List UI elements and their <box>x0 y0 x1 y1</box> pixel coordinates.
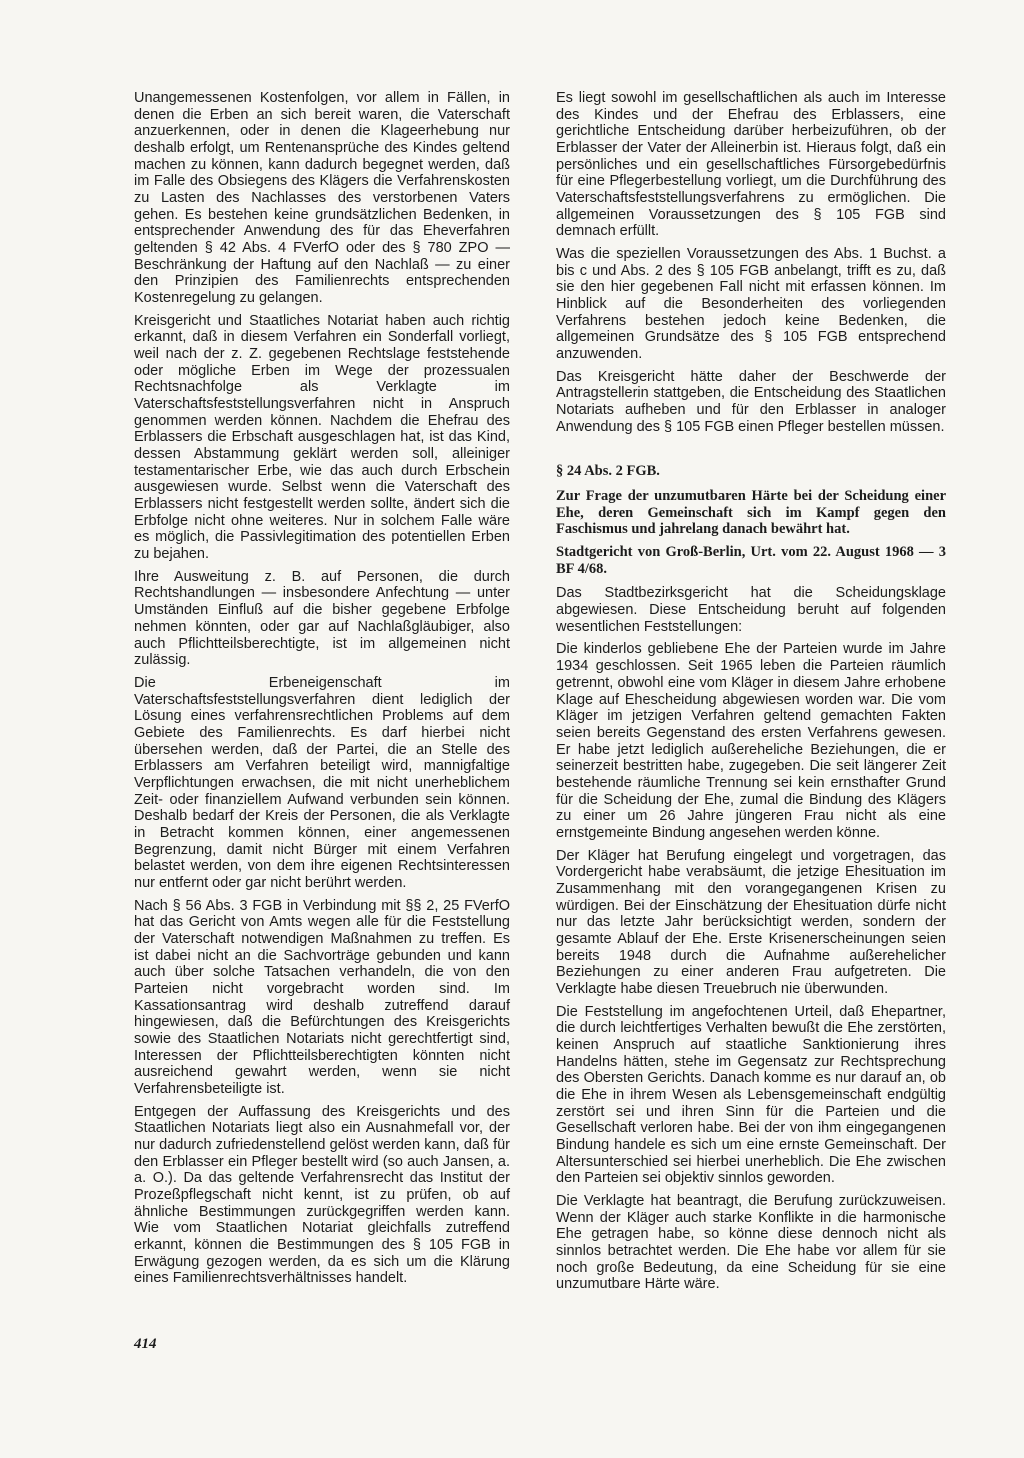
section-spacer <box>556 441 946 463</box>
section-title: Zur Frage der unzumutbaren Härte bei der Scheidung einer Ehe, deren Gemeinschaft sich im Kampf gegen den Faschismus und jahrelang danach bewährt hat. <box>556 488 946 538</box>
paragraph: Nach § 56 Abs. 3 FGB in Verbindung mit §§ 2, 25 FVerfO hat das Gericht von Amts wegen alle für die Feststellung der Vaterschaft notwendigen Maßnahmen zu treffen. Es ist dabei nicht an die Sachvorträge gebunden und kann auch über solche Tatsachen verhandeln, die von den Parteien nicht vorgebracht worden sind. Im Kassationsantrag wird deshalb zutreffend darauf hingewiesen, daß die Befürchtungen des Kreisgerichts sowie des Staatlichen Notariats nicht gerechtfertigt sind, Interessen der Pflichtteilsberechtigten könnten nicht ausreichend gewahrt werden, wenn sie nicht Verfahrensbeteiligte ist. <box>134 897 510 1097</box>
paragraph: Die Erbeneigenschaft im Vaterschaftsfeststellungsverfahren dient lediglich der Lösung eines verfahrensrechtlichen Problems auf dem Gebiete des Familienrechts. Es darf hierbei nicht übersehen werden, daß der Partei, die an Stelle des Erblassers am Verfahren beteiligt wird, mannigfaltige Verpflichtungen erwachsen, die mit nicht unerheblichem Zeit- oder finanziellem Aufwand verbunden sein können. Deshalb bedarf der Kreis der Personen, die als Verklagte in Betracht kommen können, einer angemessenen Begrenzung, damit nicht Bürger mit einem Verfahren belastet werden, von dem ihre eigenen Rechtsinteressen nur entfernt oder gar nicht berührt werden. <box>134 674 510 891</box>
right-column <box>556 90 946 1299</box>
paragraph: Es liegt sowohl im gesellschaftlichen als auch im Interesse des Kindes und der Ehefrau des Erblassers, eine gerichtliche Entscheidung darüber herbeizuführen, ob der Erblasser der Vater der Alleinerbin ist. Hieraus folgt, daß ein persönliches und ein gesellschaftliches Fürsorgebedürfnis für eine Pflegerbestellung vorliegt, um die Durchführung des Vaterschaftsfeststellungsverfahrens zu ermöglichen. Die allgemeinen Voraussetzungen des § 105 FGB sind demnach erfüllt. <box>556 90 946 240</box>
page-number: 414 <box>134 1336 157 1352</box>
paragraph: Was die speziellen Voraussetzungen des Abs. 1 Buchst. a bis c und Abs. 2 des § 105 FGB anbelangt, trifft es zu, daß sie den hier gegebenen Fall nicht mit erfassen können. Im Hinblick auf die Besonderheiten des vorliegenden Verfahrens bestehen jedoch keine Bedenken, die allgemeinen Grundsätze des § 105 FGB entsprechend anzuwenden. <box>556 246 946 363</box>
paragraph: Entgegen der Auffassung des Kreisgerichts und des Staatlichen Notariats liegt also ein Ausnahmefall vor, der nur dadurch zufriedenstellend gelöst werden kann, daß für den Erblasser ein Pfleger bestellt wird (so auch Jansen, a. a. O.). Da das geltende Verfahrensrecht das Institut der Prozeßpflegschaft nicht kennt, ist zu prüfen, ob auf ähnliche Bestimmungen zurückgegriffen werden kann. Wie vom Staatlichen Notariat gleichfalls zutreffend erkannt, können die Bestimmungen des § 105 FGB in Erwägung gezogen werden, da es sich um die Klärung eines Familienrechtsverhältnisses handelt. <box>134 1103 510 1287</box>
court-line: Stadtgericht von Groß-Berlin, Urt. vom 22. August 1968 — 3 BF 4/68. <box>556 544 946 577</box>
paragraph: Die kinderlos gebliebene Ehe der Parteien wurde im Jahre 1934 geschlossen. Seit 1965 leben die Parteien räumlich getrennt, obwohl eine vom Kläger in diesem Jahre erhobene Klage auf Ehescheidung abgewiesen worden war. Die vom Kläger im jetzigen Verfahren geltend gemachten Fakten seien bereits Gegenstand des ersten Verfahrens gewesen. Er habe jetzt lediglich außereheliche Beziehungen, die er seinerzeit bestritten habe, zugegeben. Die seit längerer Zeit bestehende räumliche Trennung sei kein ernsthafter Grund für die Scheidung der Ehe, zumal die Bindung des Klägers zu einer um 26 Jahre jüngeren Frau nicht als eine ernstgemeinte Bindung angesehen werden könne. <box>556 641 946 841</box>
left-column <box>134 90 510 1293</box>
paragraph: Der Kläger hat Berufung eingelegt und vorgetragen, das Vordergericht habe verabsäumt, die jetzige Ehesituation im Zusammenhang mit den vorangegangenen Krisen zu würdigen. Bei der Einschätzung der Ehesituation dürfe nicht nur das letzte Jahr berücksichtigt werden, sondern der gesamte Ablauf der Ehe. Erste Krisenerscheinungen seien bereits 1948 durch die Aufnahme außerehelicher Beziehungen zu einer anderen Frau aufgetreten. Die Verklagte habe diesen Treuebruch nie überwunden. <box>556 847 946 997</box>
paragraph: Das Stadtbezirksgericht hat die Scheidungsklage abgewiesen. Diese Entscheidung beruht auf folgenden wesentlichen Feststellungen: <box>556 585 946 635</box>
paragraph: Kreisgericht und Staatliches Notariat haben auch richtig erkannt, daß in diesem Verfahren ein Sonderfall vorliegt, weil nach der z. Z. gegebenen Rechtslage feststehende oder mögliche Erben im Wege der prozessualen Rechtsnachfolge als Verklagte im Vaterschaftsfeststellungsverfahren nicht in Anspruch genommen werden können. Nachdem die Ehefrau des Erblassers die Erbschaft ausgeschlagen hat, ist das Kind, dessen Abstammung geklärt werden soll, alleiniger testamentarischer Erbe, wie das auch durch Erbschein ausgewiesen wurde. Selbst wenn die Vaterschaft des Erblassers nicht festgestellt werden sollte, ändert sich die Erbfolge nicht ohne weiteres. Nur in solchem Falle wäre es möglich, die Passivlegitimation des potentiellen Erben zu bejahen. <box>134 312 510 563</box>
paragraph: Ihre Ausweitung z. B. auf Personen, die durch Rechtshandlungen — insbesondere Anfechtung — unter Umständen Einfluß auf die bisher gegebene Erbfolge nehmen könnten, oder gar auf Nachlaßgläubiger, also auch Pflichtteilsberechtigte, ist im allgemeinen nicht zulässig. <box>134 568 510 669</box>
paragraph: Die Feststellung im angefochtenen Urteil, daß Ehepartner, die durch leichtfertiges Verhalten bewußt die Ehe zerstörten, keinen Anspruch auf staatliche Sanktionierung ihres Handelns hätten, stehe im Gegensatz zur Rechtsprechung des Obersten Gerichts. Danach komme es nur darauf an, ob die Ehe in ihrem Wesen als Lebensgemeinschaft endgültig zerstört sei und ihren Sinn für die Parteien und die Gesellschaft verloren habe. Bei der von ihm eingegangenen Bindung handele es sich um eine ernste Gemeinschaft. Der Altersunterschied sei hierbei unerheblich. Die Ehe zwischen den Parteien sei objektiv sinnlos geworden. <box>556 1003 946 1187</box>
paragraph: Das Kreisgericht hätte daher der Beschwerde der Antragstellerin stattgeben, die Entscheidung des Staatlichen Notariats aufheben und für den Erblasser in analoger Anwendung des § 105 FGB einen Pfleger bestellen müssen. <box>556 368 946 435</box>
paragraph: Die Verklagte hat beantragt, die Berufung zurückzuweisen. Wenn der Kläger auch starke Konflikte in die harmonische Ehe getragen habe, so könne diese dennoch nicht als sinnlos betrachtet werden. Die Ehe habe vor allem für sie noch große Bedeutung, da eine Scheidung für sie eine unzumutbare Härte wäre. <box>556 1192 946 1293</box>
paragraph: Unangemessenen Kostenfolgen, vor allem in Fällen, in denen die Erben an sich bereit waren, die Vaterschaft anzuerkennen, oder in denen die Klageerhebung nur deshalb erfolgt, um Rentenansprüche des Kindes geltend machen zu können, kann dadurch begegnet werden, daß im Falle des Obsiegens des Klägers die Verfahrenskosten zu Lasten des Nachlasses des verstorbenen Vaters gehen. Es bestehen keine grundsätzlichen Bedenken, in entsprechender Anwendung des für das Eheverfahren geltenden § 42 Abs. 4 FVerfO oder des § 780 ZPO — Beschränkung der Haftung auf den Nachlaß — zu einer den Prinzipien des Familienrechts entsprechenden Kostenregelung zu gelangen. <box>134 90 510 307</box>
section-heading: § 24 Abs. 2 FGB. <box>556 463 660 480</box>
